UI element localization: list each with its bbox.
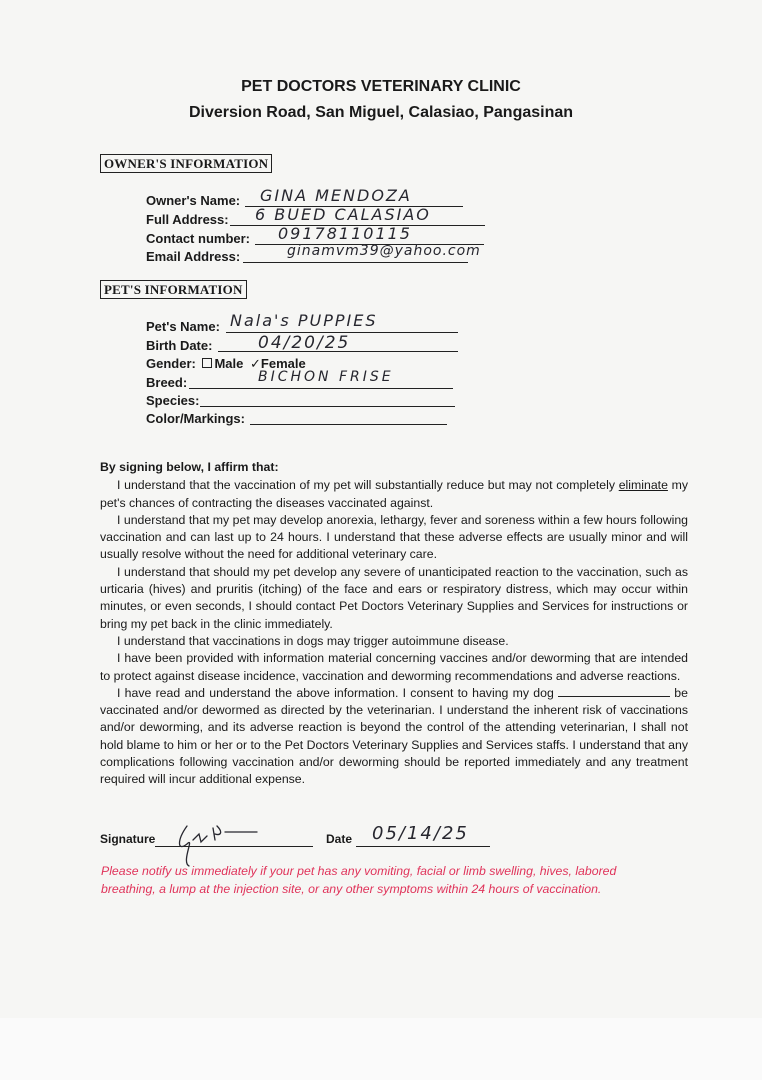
- clinic-address: Diversion Road, San Miguel, Calasiao, Pangasinan: [188, 104, 574, 121]
- birth-date-value[interactable]: 04/20/25: [258, 333, 351, 353]
- owner-name-value[interactable]: GINA MENDOZA: [260, 186, 412, 205]
- date-value[interactable]: 05/14/25: [372, 823, 469, 844]
- contact-value[interactable]: 09178110115: [278, 224, 412, 243]
- consent-text: [100, 459, 688, 789]
- breed-label: Breed:: [146, 375, 188, 390]
- date-label: Date: [326, 832, 353, 846]
- consent-paragraph-6: [100, 685, 688, 789]
- consent-p1-start: I understand that the vaccination of my pet will substantially reduce but may not completely: [117, 478, 619, 493]
- color-markings-label: Color/Markings:: [146, 411, 245, 426]
- consent-lead: By signing below, I affirm that:: [100, 460, 279, 474]
- female-checkbox-checked[interactable]: ✓: [250, 357, 261, 372]
- pet-name-label: Pet's Name:: [146, 319, 220, 334]
- consent-paragraph-1: [100, 477, 688, 512]
- breed-line: [189, 388, 453, 389]
- species-line: [200, 406, 455, 407]
- pet-section-title: PET'S INFORMATION: [100, 280, 247, 299]
- male-label: Male: [214, 356, 244, 371]
- birth-date-label: Birth Date:: [146, 338, 213, 353]
- email-line: [243, 262, 468, 263]
- pet-name-value[interactable]: Nala's PUPPIES: [230, 311, 378, 330]
- male-checkbox[interactable]: [202, 358, 212, 368]
- date-line: [356, 846, 490, 847]
- consent-p6-start: I have read and understand the above information. I consent to having my dog: [117, 685, 559, 700]
- signature-label: Signature: [100, 832, 156, 846]
- full-address-label: Full Address:: [146, 212, 229, 227]
- color-markings-line: [250, 424, 447, 425]
- consent-p1-underlined: eliminate: [618, 478, 668, 493]
- gender-label: Gender:: [146, 356, 196, 371]
- full-address-value[interactable]: 6 BUED CALASIAO: [255, 205, 431, 224]
- post-vaccination-notice: Please notify us immediately if your pet has any vomiting, facial or limb swelling, hives, labored breathing, a lump at the injection site, or any other symptoms within 24 hours of vaccination.: [101, 864, 617, 896]
- contact-label: Contact number:: [146, 231, 250, 246]
- scan-margin: [0, 1018, 762, 1080]
- consent-paragraph-2: I understand that my pet may develop anorexia, lethargy, fever and soreness within a few hours following vaccination and can last up to 24 hours. I understand that these adverse effects are usually minor and will usually resolve without the need for additional veterinary care.: [100, 512, 688, 562]
- consent-p1-end: my pet's chances of contracting the diseases vaccinated against.: [100, 478, 689, 510]
- female-label: Female: [260, 356, 306, 371]
- signature-scribble[interactable]: [165, 818, 265, 868]
- consent-paragraph-4: I understand that vaccinations in dogs may trigger autoimmune disease.: [117, 633, 509, 648]
- clinic-name: PET DOCTORS VETERINARY CLINIC: [241, 78, 521, 95]
- email-value[interactable]: ginamvm39@yahoo.com: [287, 243, 481, 259]
- email-label: Email Address:: [146, 249, 241, 264]
- consent-paragraph-3: I understand that should my pet develop any severe of unanticipated reaction to the vaccination, such as urticaria (hives) and pruritis (itching) of the face and ears or respiratory distress, which may occur within minutes, or even seconds, I should contact Pet Doctors Veterinary Supplies and Services for instructions or bring my pet back in the clinic immediately.: [100, 564, 688, 631]
- consent-p6-end: be vaccinated and/or dewormed as directed by the veterinarian. I understand the inherent risk of vaccinations and/or deworming, and its adverse reaction is beyond the control of the attending veterinarian, I shall not hold blame to him or her or to the Pet Doctors Veterinary Supplies and Services staffs. I understand that any complications following vaccination and/or deworming should be reported immediately and any treatment required will incur additional expense.: [100, 685, 688, 787]
- species-label: Species:: [146, 393, 200, 408]
- dog-name-blank[interactable]: [558, 686, 670, 697]
- consent-paragraph-5: I have been provided with information material concerning vaccines and/or deworming that are intended to protect against disease incidence, vaccination and deworming recommendations and adverse reactions.: [100, 651, 688, 683]
- owner-section-title: OWNER'S INFORMATION: [100, 154, 272, 173]
- owner-name-label: Owner's Name:: [146, 193, 241, 208]
- breed-value[interactable]: BICHON FRISE: [258, 369, 394, 385]
